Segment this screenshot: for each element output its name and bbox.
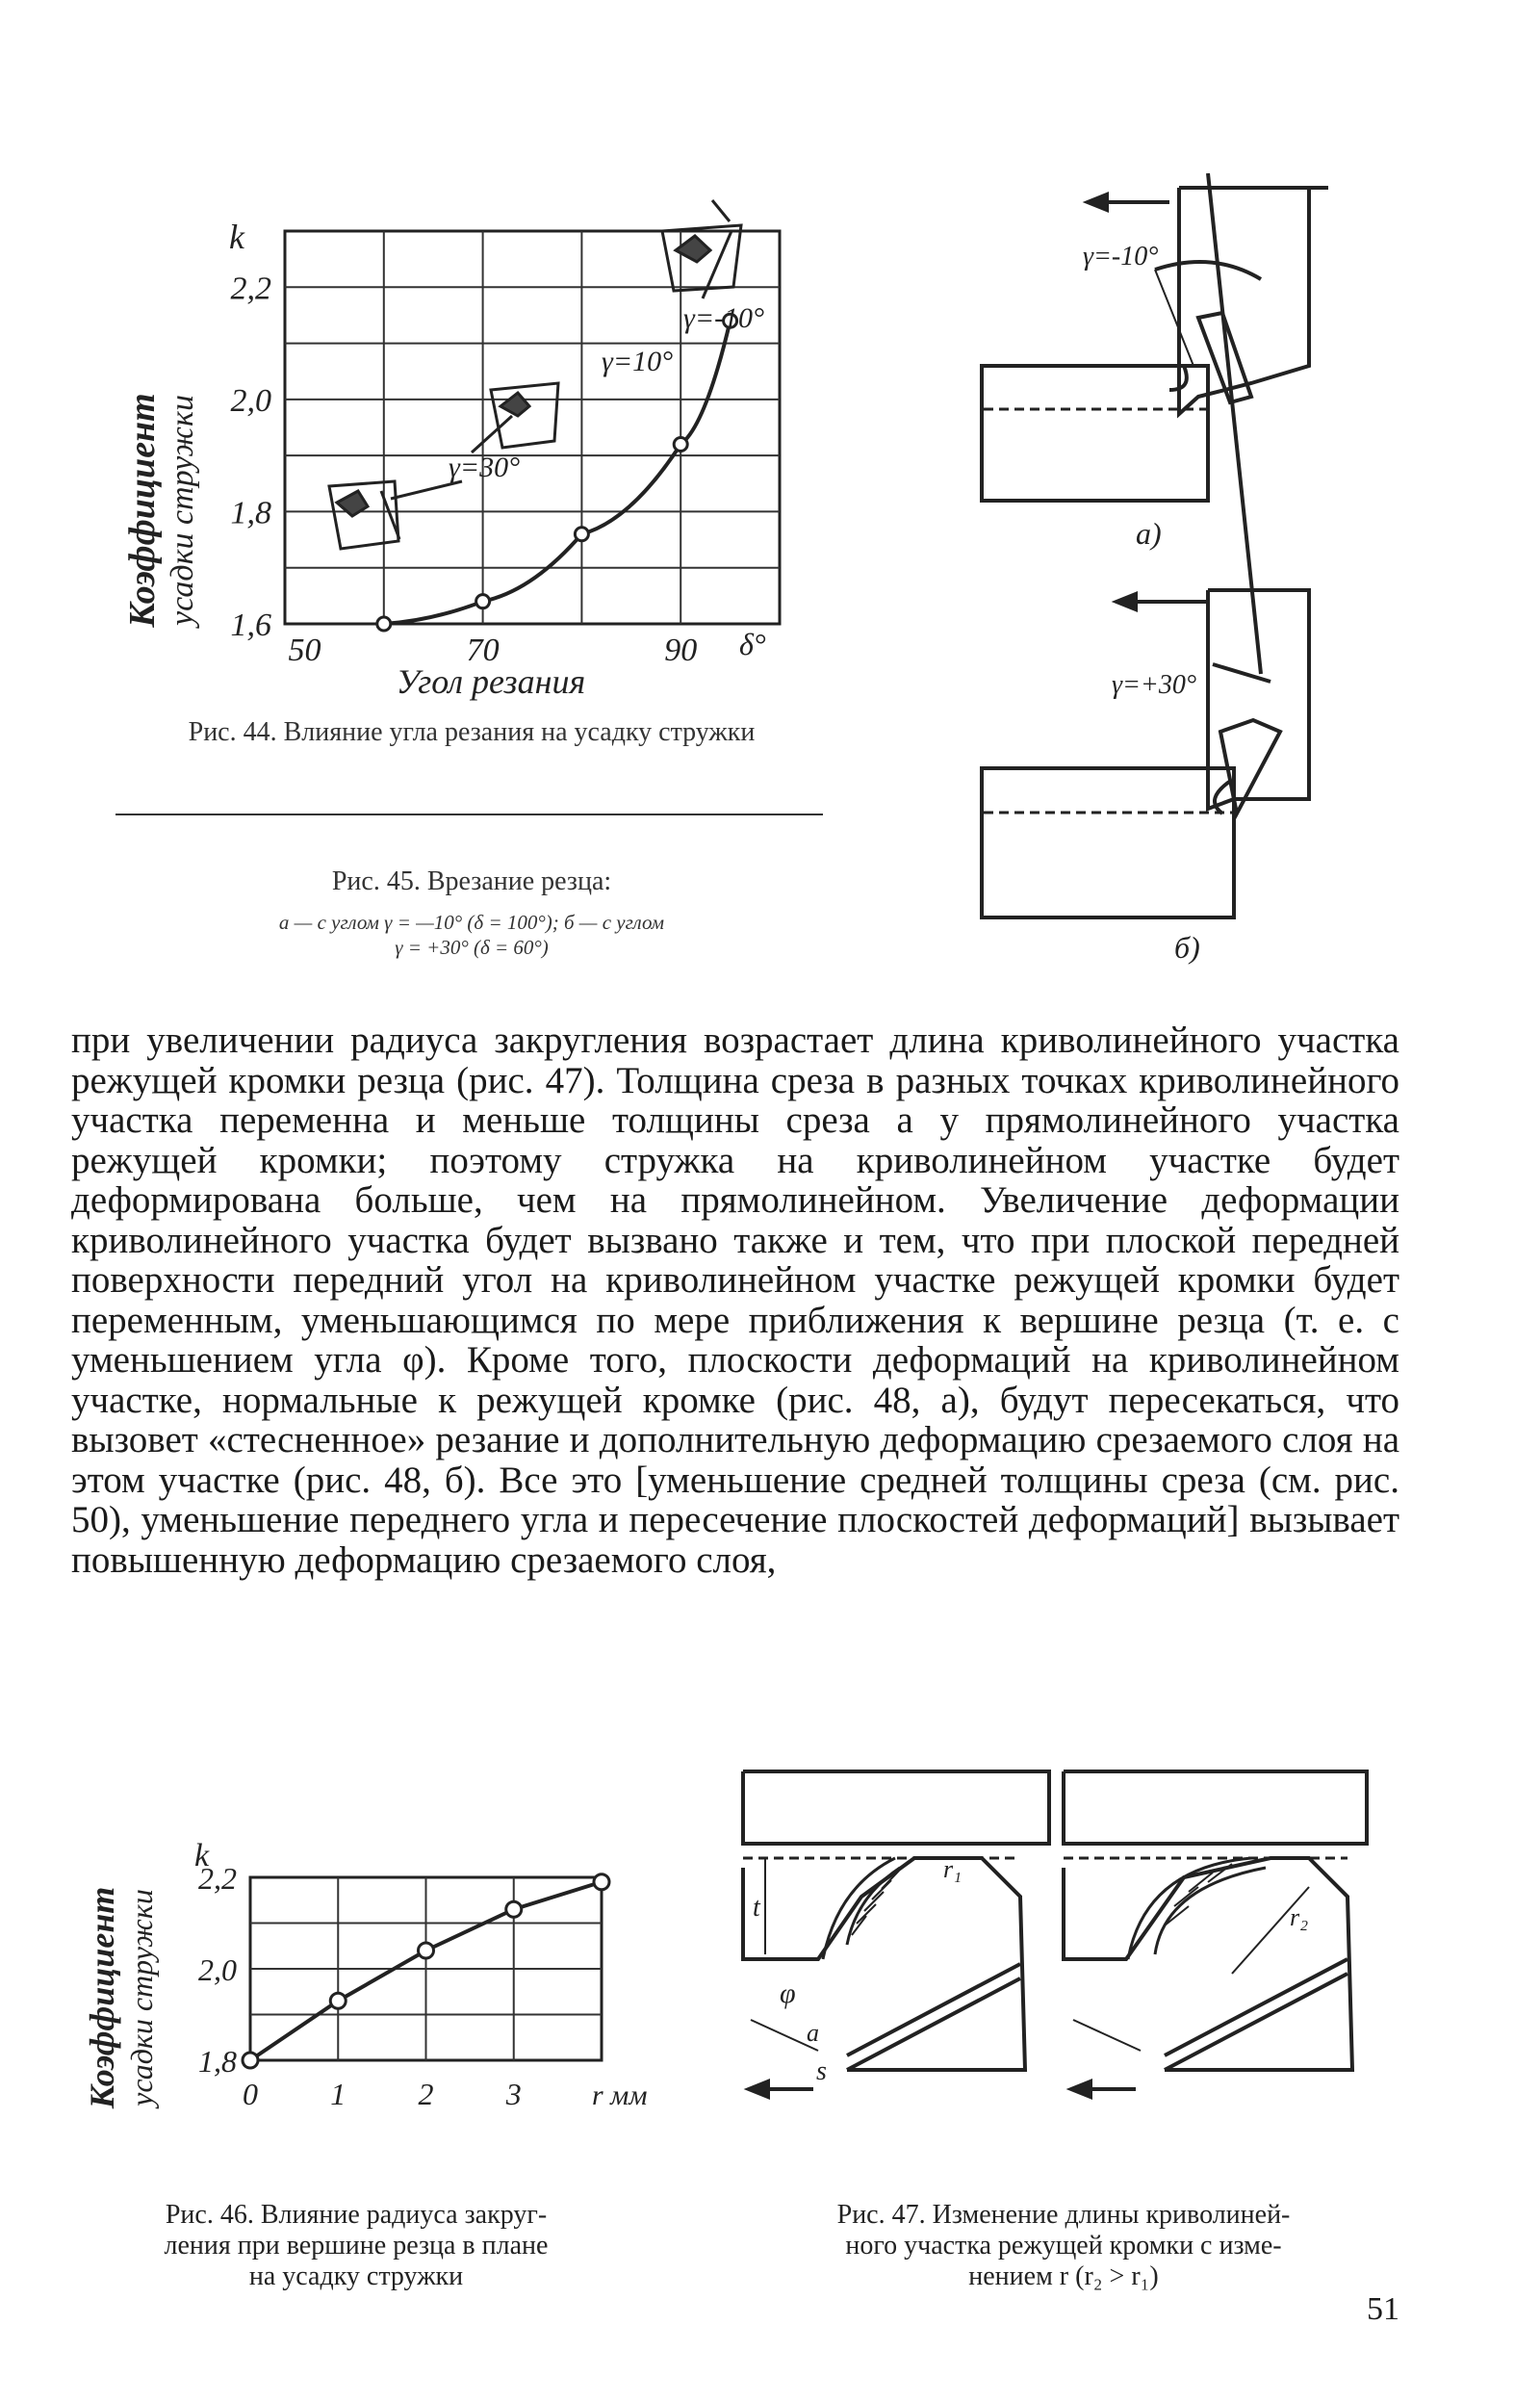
fig44-xunit: δ° <box>739 627 766 661</box>
fig44-annot-30: γ=30° <box>449 452 521 483</box>
fig46-grid <box>250 1877 602 2060</box>
fig46-caption-3: на усадку стружки <box>248 2261 464 2291</box>
fig47-caption-2: ного участка режущей кромки с изме- <box>845 2231 1282 2261</box>
fig46-caption-1: Рис. 46. Влияние радиуса закруг- <box>165 2200 548 2230</box>
fig47-label-r2: r₂ <box>1290 1903 1309 1931</box>
fig46-ytick: 2,2 <box>198 1861 237 1896</box>
fig46-point <box>330 1993 346 2008</box>
fig44-points <box>377 314 737 631</box>
fig44-caption: Рис. 44. Влияние угла резания на усадку стружки <box>188 717 756 747</box>
fig45-caption-line3: γ = +30° (δ = 60°) <box>395 936 549 959</box>
fig44-ylabel-2: усадки стружки <box>165 395 200 626</box>
fig46-point <box>419 1943 434 1958</box>
fig44-annot-10: γ=10° <box>602 346 674 377</box>
fig46-point <box>243 2053 258 2068</box>
fig44-ytick: 2,0 <box>230 382 271 419</box>
fig44-point <box>674 437 687 451</box>
body-text: при увеличении радиуса закругления возрастает длина криволинейного участка режущей кромки резца (рис. 47). Толщина среза в разных точках криволинейного участка переменна и меньше толщины среза a у прямолинейного участка режущей кромки; поэтому стружка на криволинейном участке будет деформирована больше, чем на прямолинейном. Увеличение деформации криволинейного участка будет вызвано также и тем, что при плоской передней поверхности передний угол на криволинейном участке режущей кромки будет переменным, уменьшающимся по мере приближения к вершине резца (т. е. с уменьшением угла φ). Кроме того, плоскости деформаций на криволинейном участке, нормальные к режущей кромке (рис. 48, а), будут пересекаться, что вызовет «стесненное» резание и дополнительную деформацию срезаемого слоя на этом участке (рис. 48, б). Все это [уменьшение средней толщины среза (см. рис. 50), уменьшение переднего угла и пересечение плоскостей деформаций] вызывает повышенную деформацию срезаемого слоя, <box>71 1020 1399 1581</box>
fig46-caption-2: ления при вершине резца в плане <box>164 2231 549 2261</box>
fig45-angle-b: γ=+30° <box>1112 670 1197 700</box>
fig44-curve <box>384 321 731 624</box>
fig44-yunit: k <box>229 218 244 256</box>
fig46-point <box>506 1901 522 1917</box>
fig46-xtick: 3 <box>505 2077 522 2111</box>
fig45-label-a: а) <box>1136 516 1162 551</box>
fig45-label-b: б) <box>1174 930 1200 965</box>
fig44-xtick: 50 <box>288 633 321 668</box>
fig44-point <box>377 617 391 631</box>
fig47-label-phi: φ <box>780 1977 796 2009</box>
fig44-xlabel: Угол резания <box>396 662 586 701</box>
fig44-point <box>575 528 588 541</box>
fig45-angle-a: γ=-10° <box>1083 242 1159 271</box>
fig46-xunit: r мм <box>592 2080 648 2111</box>
fig44-point <box>476 595 490 608</box>
fig46-ylabel-2: усадки стружки <box>124 1889 159 2106</box>
fig44-xtick: 90 <box>664 633 698 668</box>
fig47-drawing <box>732 1762 1405 2166</box>
fig47-caption-3: нением r (r₂ > r₁) <box>968 2261 1159 2291</box>
fig44-ytick: 1,8 <box>230 495 271 531</box>
fig44-ylabel-1: Коэффициент <box>122 393 163 628</box>
fig45-drawing <box>962 173 1367 972</box>
fig47-label-a: a <box>807 2019 819 2047</box>
body-paragraph <box>71 1021 1399 1580</box>
fig47-label-r1: r₁ <box>943 1855 962 1883</box>
fig44-annot-m10: γ=-10° <box>683 302 765 334</box>
fig45-caption-line2: а — с углом γ = —10° (δ = 100°); б — с углом <box>278 911 665 934</box>
fig46-yunit: k <box>194 1838 210 1873</box>
fig46-ytick: 1,8 <box>198 2044 237 2079</box>
fig47-caption-1: Рис. 47. Изменение длины криволиней- <box>836 2200 1291 2230</box>
page-number: 51 <box>1367 2291 1399 2327</box>
fig47-label-s: s <box>816 2056 827 2086</box>
fig46-xtick: 1 <box>330 2077 346 2111</box>
fig44-tool-insets <box>329 200 741 549</box>
fig45-caption-title: Рис. 45. Врезание резца: <box>331 866 612 896</box>
fig44-xtick: 70 <box>466 633 500 668</box>
fig46-ylabel-1: Коэффициент <box>83 1886 121 2109</box>
fig46-xtick: 2 <box>418 2077 434 2111</box>
fig44-divider <box>116 814 823 815</box>
fig46-point <box>594 1874 609 1890</box>
fig47-label-t: t <box>753 1893 760 1923</box>
fig46-xtick: 0 <box>243 2077 258 2111</box>
fig46-chart <box>77 1810 674 2166</box>
fig44-chart <box>106 193 837 703</box>
fig44-ytick: 2,2 <box>230 271 271 307</box>
fig44-ytick: 1,6 <box>230 607 271 643</box>
fig46-ytick: 2,0 <box>198 1952 237 1987</box>
